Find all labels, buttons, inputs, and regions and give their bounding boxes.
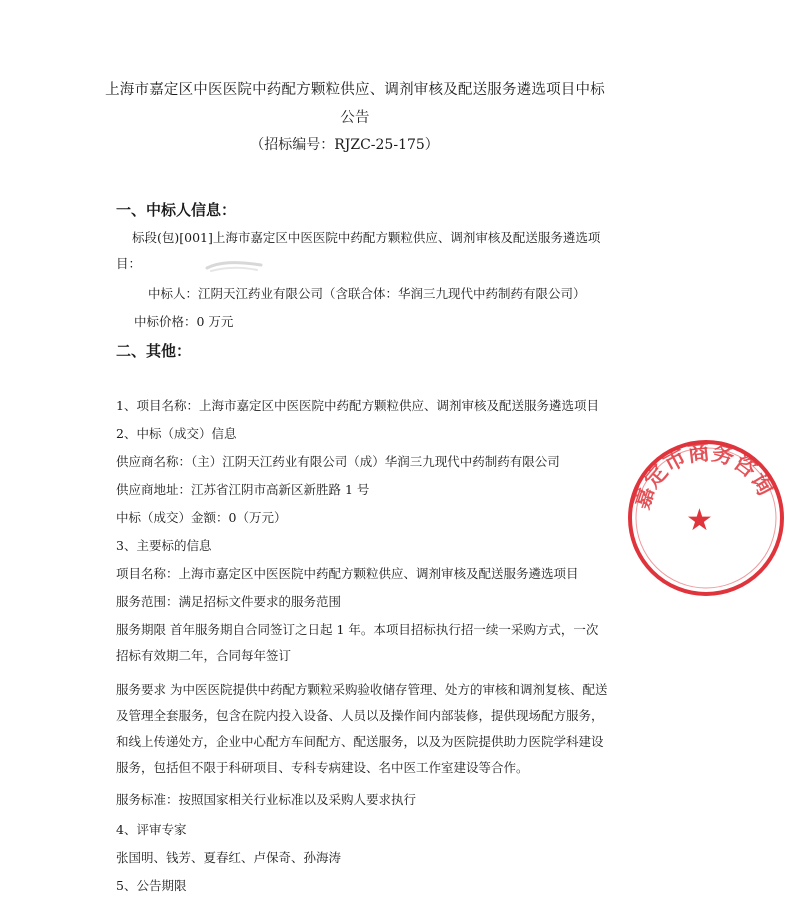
scan-smudge	[205, 259, 263, 273]
lot-line-2: 目：	[116, 256, 142, 271]
item-notice-period: 5、公告期限	[116, 878, 187, 893]
supplier-address: 供应商地址：江苏省江阴市高新区新胜路 1 号	[116, 482, 370, 497]
service-requirements: 服务要求 为中医医院提供中药配方颗粒采购验收储存管理、处方的审核和调剂复核、配送及管理全套服务，包含在院内投入设备、人员以及操作间内部装修，提供现场配方服务，和线上传递处方，企业中心配方车间配方、配送服务，以及为医院提供助力医院学科建设服务，包括但不限于科研项目、专科专病建设、名中医工作室建设等合作。	[116, 682, 608, 775]
award-amount: 中标（成交）金额：0（万元）	[116, 510, 287, 525]
price-line: 中标价格：0 万元	[134, 314, 234, 329]
service-period: 服务期限 首年服务期自合同签订之日起 1 年。本项目招标执行招一续一采购方式，一次招标有效期二年，合同每年签订	[116, 622, 599, 663]
expert-names: 张国明、钱芳、夏春红、卢保奇、孙海涛	[116, 850, 342, 865]
lot-line-1: 标段(包)[001]上海市嘉定区中医医院中药配方颗粒供应、调剂审核及配送服务遴选项	[132, 230, 601, 245]
svg-text:嘉定市商务咨询: 嘉定市商务咨询	[629, 440, 778, 513]
subject-project-name: 项目名称：上海市嘉定区中医医院中药配方颗粒供应、调剂审核及配送服务遴选项目	[116, 566, 579, 581]
svg-text:★: ★	[686, 503, 713, 538]
official-seal-stamp	[626, 438, 786, 598]
item-award-info: 2、中标（成交）信息	[116, 426, 237, 441]
supplier-name: 供应商名称：（主）江阴天江药业有限公司（成）华润三九现代中药制药有限公司	[116, 454, 560, 469]
service-scope: 服务范围：满足招标文件要求的服务范围	[116, 594, 342, 609]
section-winner-heading: 一、中标人信息：	[116, 201, 237, 219]
document-title: 上海市嘉定区中医医院中药配方颗粒供应、调剂审核及配送服务遴选项目中标公告	[105, 82, 605, 126]
item-experts: 4、评审专家	[116, 822, 187, 837]
winner-line: 中标人：江阴天江药业有限公司（含联合体：华润三九现代中药制药有限公司）	[148, 286, 586, 301]
tender-number: （招标编号：RJZC-25-175）	[250, 137, 439, 153]
item-main-subject: 3、主要标的信息	[116, 538, 212, 553]
section-other-heading: 二、其他：	[116, 342, 192, 360]
item-project-name: 1、项目名称：上海市嘉定区中医医院中药配方颗粒供应、调剂审核及配送服务遴选项目	[116, 398, 599, 413]
service-standard: 服务标准：按照国家相关行业标准以及采购人要求执行	[116, 792, 417, 807]
